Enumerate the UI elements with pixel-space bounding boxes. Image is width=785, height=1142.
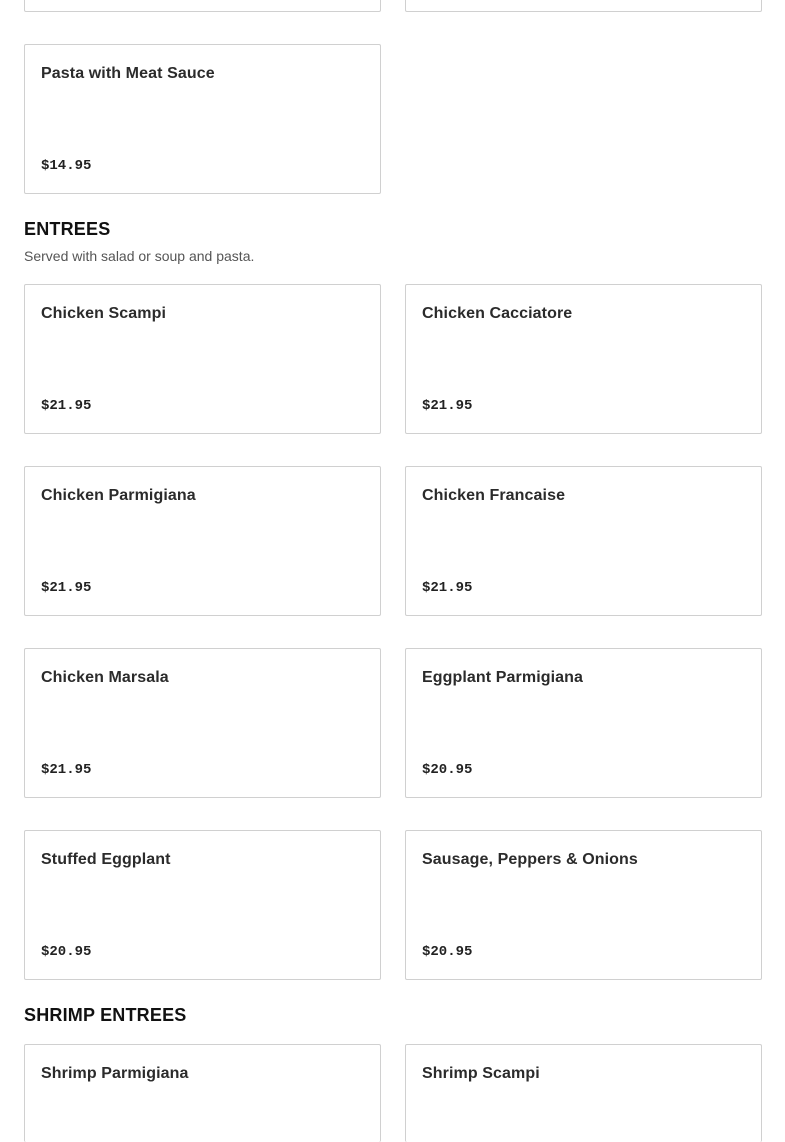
menu-item-price: $21.95 [422, 398, 473, 414]
menu-item-name: Shrimp Parmigiana [41, 1065, 189, 1082]
menu-item-card[interactable] [405, 830, 762, 980]
menu-item-name: Chicken Cacciatore [422, 305, 573, 322]
menu-item-card[interactable] [24, 284, 381, 434]
menu-item-card[interactable] [24, 0, 381, 12]
menu-item-price: $20.95 [422, 762, 473, 778]
menu-item-card[interactable] [24, 830, 381, 980]
menu-item-price: $14.95 [41, 158, 92, 174]
menu-item-name: Chicken Marsala [41, 669, 169, 686]
menu-item-name: Chicken Francaise [422, 487, 566, 504]
menu-item-name: Shrimp Scampi [422, 1065, 540, 1082]
menu-item-card[interactable] [24, 1044, 381, 1142]
section-title-shrimp-entrees: SHRIMP ENTREES [24, 1005, 187, 1025]
menu-item-price: $21.95 [41, 762, 92, 778]
menu-item-card[interactable] [405, 466, 762, 616]
menu-item-price: $21.95 [41, 398, 92, 414]
menu-item-card[interactable] [24, 44, 381, 194]
menu-item-name: Pasta with Meat Sauce [41, 65, 215, 82]
menu-item-card[interactable] [24, 466, 381, 616]
menu-item-name: Stuffed Eggplant [41, 851, 171, 868]
menu-item-card[interactable] [405, 284, 762, 434]
section-title-entrees: ENTREES [24, 219, 111, 239]
menu-item-name: Chicken Scampi [41, 305, 167, 322]
menu-item-name: Eggplant Parmigiana [422, 669, 584, 686]
menu-item-card[interactable] [405, 0, 762, 12]
section-subtitle-entrees: Served with salad or soup and pasta. [24, 248, 255, 264]
menu-item-card[interactable] [405, 648, 762, 798]
menu-item-price: $21.95 [41, 580, 92, 596]
menu-item-price: $20.95 [41, 944, 92, 960]
menu-item-name: Chicken Parmigiana [41, 487, 196, 504]
menu-item-card[interactable] [405, 1044, 762, 1142]
menu-item-name: Sausage, Peppers & Onions [422, 851, 638, 868]
menu-item-card[interactable] [24, 648, 381, 798]
menu-item-price: $20.95 [422, 944, 473, 960]
menu-item-price: $21.95 [422, 580, 473, 596]
